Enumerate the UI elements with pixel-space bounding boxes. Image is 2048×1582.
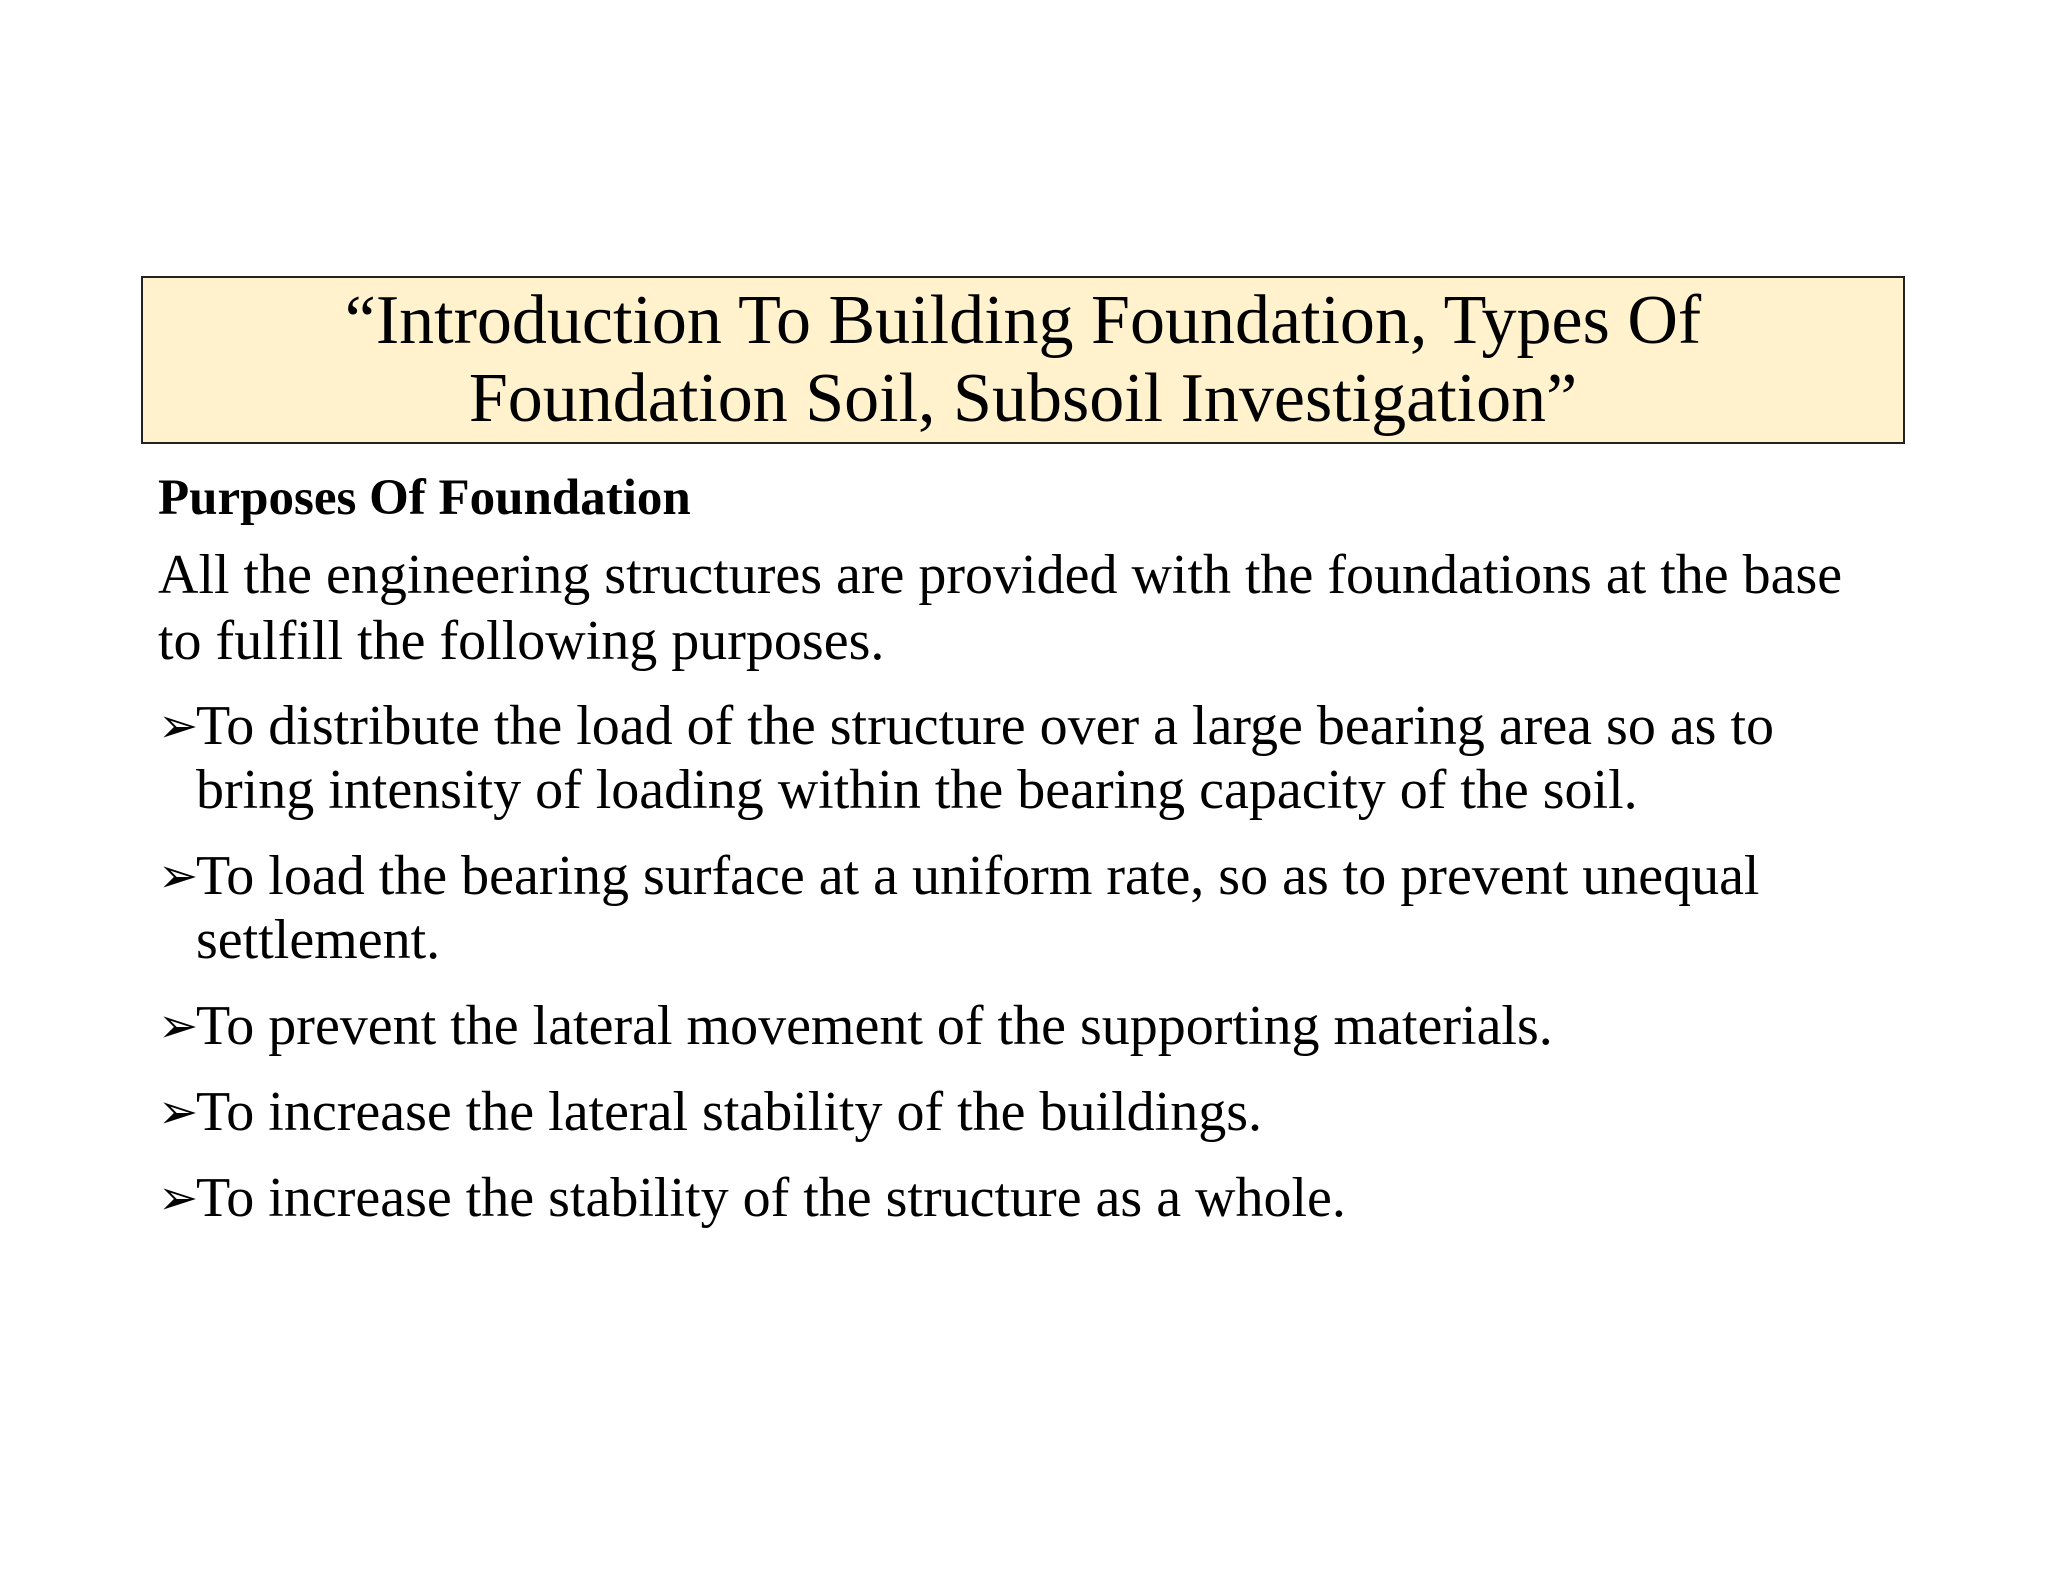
arrowhead-bullet-icon: ➢ (158, 698, 199, 754)
bullet-text: To increase the stability of the structure as a whole. (196, 1167, 1346, 1229)
bullet-text: To increase the lateral stability of the buildings. (196, 1081, 1262, 1143)
bullet-text: To load the bearing surface at a uniform rate, so as to prevent unequal settlement. (196, 845, 1760, 971)
bullet-item (158, 1166, 1898, 1230)
arrowhead-bullet-icon: ➢ (158, 1084, 199, 1140)
bullet-item (158, 844, 1898, 972)
arrowhead-bullet-icon: ➢ (158, 998, 199, 1054)
title-box (141, 276, 1905, 444)
bullet-list (158, 694, 1898, 1230)
bullet-item (158, 994, 1898, 1058)
arrowhead-bullet-icon: ➢ (158, 1170, 199, 1226)
bullet-item (158, 694, 1898, 822)
arrowhead-bullet-icon: ➢ (158, 848, 199, 904)
bullet-text: To prevent the lateral movement of the supporting materials. (196, 995, 1553, 1057)
slide-title-line-1: “Introduction To Building Foundation, Types Of (344, 282, 1702, 359)
intro-paragraph: All the engineering structures are provided with the foundations at the base to fulfill the following purposes. (158, 544, 1843, 672)
section-heading: Purposes Of Foundation (158, 470, 691, 526)
slide-title-line-2: Foundation Soil, Subsoil Investigation” (468, 360, 1578, 437)
bullet-text: To distribute the load of the structure over a large bearing area so as to bring intensity of loading within the bearing capacity of the soil. (196, 695, 1775, 821)
slide-content (158, 466, 1898, 1252)
bullet-item (158, 1080, 1898, 1144)
